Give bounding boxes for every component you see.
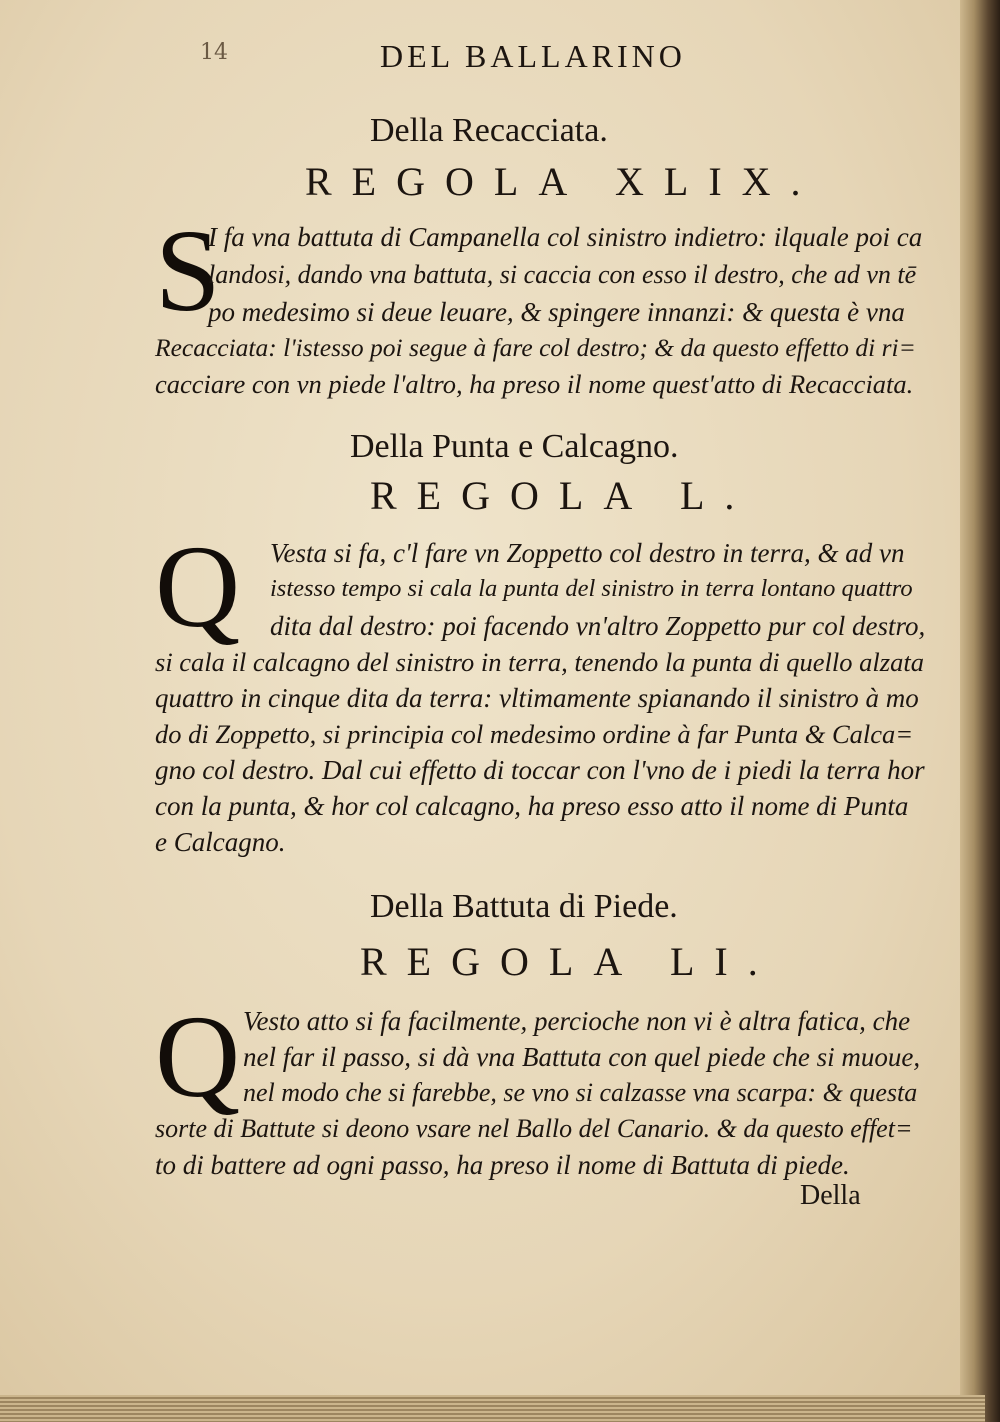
rule-heading: REGOLA L. bbox=[370, 473, 755, 518]
running-head: DEL BALLARINO bbox=[380, 38, 686, 74]
body-line: do di Zoppetto, si principia col medesimo ordine à far Punta & Calca= bbox=[155, 719, 914, 749]
body-line: dita dal destro: poi facendo vn'altro Zoppetto pur col destro, bbox=[270, 611, 926, 641]
body-line: e Calcagno. bbox=[155, 827, 286, 857]
page-edge-shadow bbox=[960, 0, 1000, 1422]
body-line: nel far il passo, si dà vna Battuta con quel piede che si muoue, bbox=[243, 1042, 921, 1072]
body-line: landosi, dando vna battuta, si caccia con esso il destro, che ad vn tē bbox=[208, 260, 917, 289]
drop-initial: Q bbox=[155, 991, 241, 1122]
section-title: Della Punta e Calcagno. bbox=[350, 428, 679, 465]
body-line: nel modo che si farebbe, se vno si calzasse vna scarpa: & questa bbox=[243, 1078, 918, 1107]
body-line: con la punta, & hor col calcagno, ha preso esso atto il nome di Punta bbox=[155, 791, 909, 821]
folio-number: 14 bbox=[200, 40, 228, 65]
section-title: Della Recacciata. bbox=[370, 112, 608, 149]
body-line: Recacciata: l'istesso poi segue à fare col destro; & da questo effetto di ri= bbox=[155, 333, 916, 362]
body-line: si cala il calcagno del sinistro in terra, tenendo la punta di quello alzata bbox=[155, 647, 924, 677]
body-line: sorte di Battute si deono vsare nel Ballo del Canario. & da questo effet= bbox=[155, 1114, 913, 1143]
body-line: gno col destro. Dal cui effetto di toccar con l'vno de i piedi la terra hor bbox=[155, 755, 925, 785]
drop-initial: Q bbox=[155, 521, 241, 652]
section-title: Della Battuta di Piede. bbox=[370, 888, 678, 925]
body-line: quattro in cinque dita da terra: vltimamente spianando il sinistro à mo bbox=[155, 683, 919, 713]
rule-heading: REGOLA XLIX. bbox=[305, 159, 821, 204]
body-line: I fa vna battuta di Campanella col sinistro indietro: ilquale poi ca bbox=[208, 222, 923, 252]
catchword: Della bbox=[800, 1180, 861, 1211]
page-stack-edge bbox=[0, 1395, 985, 1422]
body-line: to di battere ad ogni passo, ha preso il nome di Battuta di piede. bbox=[155, 1150, 850, 1180]
rule-heading: REGOLA LI. bbox=[360, 939, 778, 984]
body-line: Vesta si fa, c'l fare vn Zoppetto col destro in terra, & ad vn bbox=[270, 538, 905, 568]
drop-initial: S bbox=[155, 205, 221, 336]
body-line: Vesto atto si fa facilmente, percioche non vi è altra fatica, che bbox=[243, 1006, 911, 1036]
body-line: istesso tempo si cala la punta del sinistro in terra lontano quattro bbox=[270, 575, 913, 602]
body-line: cacciare con vn piede l'altro, ha preso il nome quest'atto di Recacciata. bbox=[155, 369, 914, 399]
body-line: po medesimo si deue leuare, & spingere innanzi: & questa è vna bbox=[208, 297, 905, 327]
